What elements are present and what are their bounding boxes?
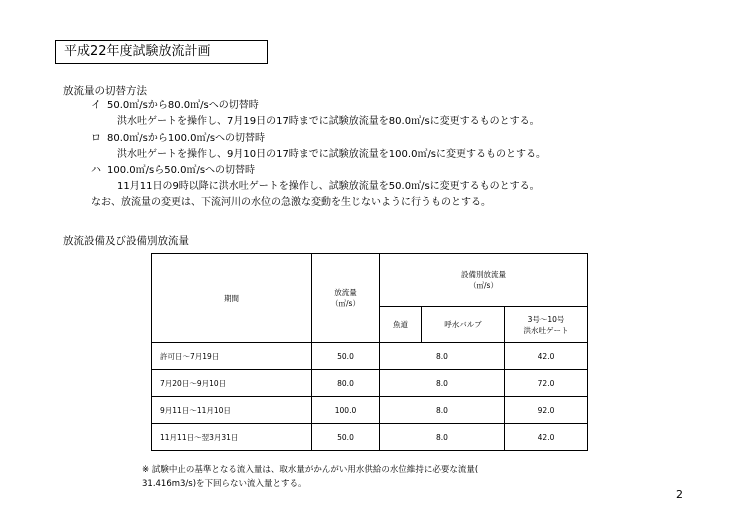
footnote-line2: 31.416m3/s)を下回らない流入量とする。 (142, 479, 307, 489)
row-fishway-valve: 8.0 (380, 343, 505, 370)
table-row (152, 343, 588, 370)
item-ha-head: 100.0㎥/sら50.0㎥/sへの切替時 (107, 165, 256, 176)
item-i-detail: 洪水吐ゲートを操作し、7月19日の17時までに試験放流量を80.0㎥/sに変更するものとする。 (117, 116, 540, 127)
section-heading-switching-method: 放流量の切替方法 (63, 85, 147, 97)
item-ro-detail: 洪水吐ゲートを操作し、9月10日の17時までに試験放流量を100.0㎥/sに変更するものとする。 (117, 149, 547, 160)
discharge-table (151, 253, 588, 451)
table-row (152, 397, 588, 424)
row-gate: 92.0 (505, 397, 588, 424)
row-discharge: 50.0 (312, 424, 380, 451)
header-by-facility (380, 254, 588, 307)
row-fishway-valve: 8.0 (380, 370, 505, 397)
table-row (152, 424, 588, 451)
page-title: 平成22年度試験放流計画 (55, 40, 268, 64)
header-discharge (312, 254, 380, 343)
header-discharge-label: 放流量 (334, 288, 357, 297)
row-period: 許可日～7月19日 (152, 343, 312, 370)
row-fishway-valve: 8.0 (380, 397, 505, 424)
footnote-line1: ※ 試験中止の基準となる流入量は、取水量がかんがい用水供給の水位維持に必要な流量( (142, 465, 479, 475)
item-ha-detail: 11月11日の9時以降に洪水吐ゲートを操作し、試験放流量を50.0㎥/sに変更するものとする。 (117, 181, 540, 192)
item-ro-head: 80.0㎥/sから100.0㎥/sへの切替時 (107, 133, 266, 144)
section-heading-facilities: 放流設備及び設備別放流量 (63, 235, 189, 247)
row-discharge: 50.0 (312, 343, 380, 370)
row-period: 7月20日～9月10日 (152, 370, 312, 397)
item-ro-label: ロ (91, 133, 101, 144)
item-ha-label: ハ (91, 165, 101, 176)
header-discharge-unit: （㎥/s） (331, 299, 360, 308)
header-by-facility-label: 設備別放流量 (461, 270, 506, 279)
header-valve: 呼水バルブ (422, 307, 505, 343)
row-discharge: 100.0 (312, 397, 380, 424)
header-period: 期間 (152, 254, 312, 343)
row-period: 11月11日～翌3月31日 (152, 424, 312, 451)
header-gate-line1: 3号～10号 (527, 314, 565, 324)
item-i-head: 50.0㎥/sから80.0㎥/sへの切替時 (107, 100, 259, 111)
table-row (152, 370, 588, 397)
row-gate: 42.0 (505, 343, 588, 370)
row-gate: 72.0 (505, 370, 588, 397)
page-number: 2 (676, 488, 683, 501)
row-gate: 42.0 (505, 424, 588, 451)
item-i-label: イ (91, 100, 101, 111)
row-discharge: 80.0 (312, 370, 380, 397)
header-gate-line2: 洪水吐ゲート (523, 325, 569, 335)
row-period: 9月11日～11月10日 (152, 397, 312, 424)
header-by-facility-unit: （㎥/s） (469, 281, 498, 290)
header-fishway: 魚道 (380, 307, 422, 343)
closing-note: なお、放流量の変更は、下流河川の水位の急激な変動を生じないように行うものとする。 (91, 197, 491, 208)
row-fishway-valve: 8.0 (380, 424, 505, 451)
header-gate (505, 307, 588, 343)
